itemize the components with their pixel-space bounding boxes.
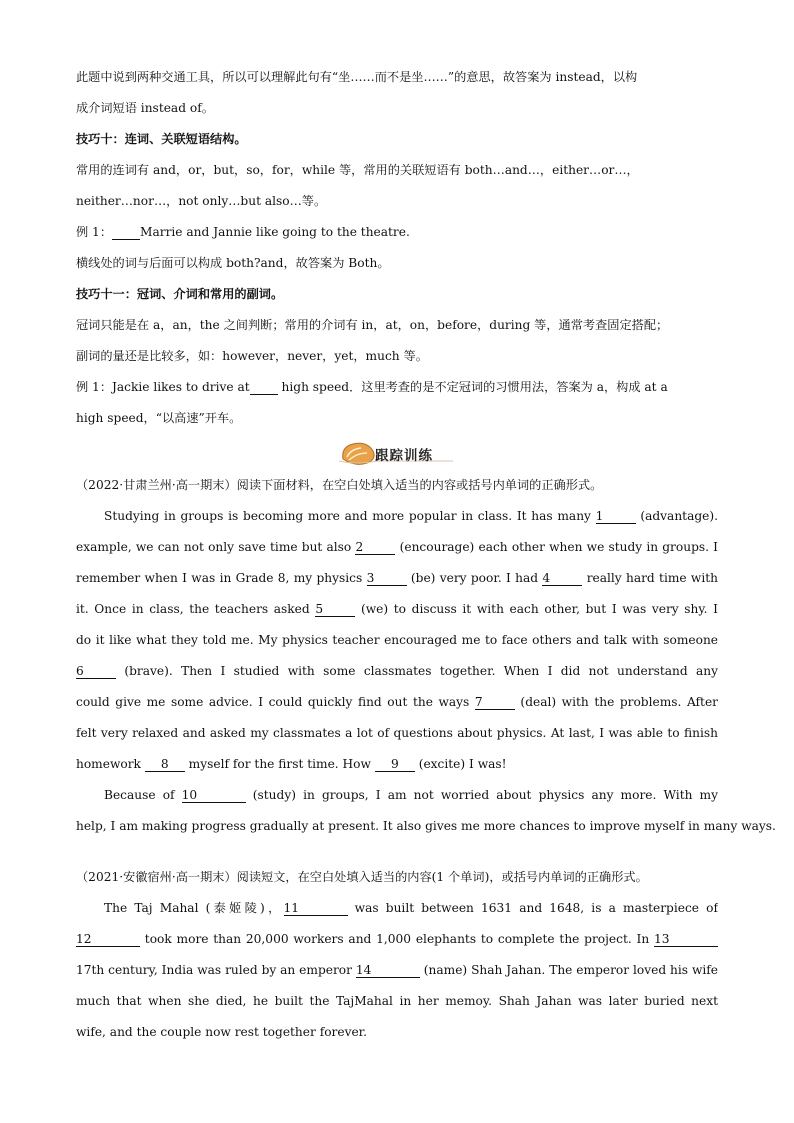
passage-text: it. Once in class, the teachers asked xyxy=(76,602,316,616)
answer-blank[interactable]: 1 xyxy=(596,509,636,524)
banner-label: 跟踪训练 xyxy=(375,448,433,464)
passage-text: Studying in groups is becoming more and more popular in class. It has many xyxy=(104,509,596,523)
answer-blank[interactable]: 6 xyxy=(76,664,116,679)
answer-blank[interactable]: 4 xyxy=(542,571,582,586)
passage-text: felt very relaxed and asked my classmates a lot of questions about physics. At last, I was able to finish xyxy=(76,726,718,740)
passage-text: myself for the first time. How xyxy=(184,757,375,771)
passage-line xyxy=(76,749,718,780)
passage-text: (brave). Then I studied with some classmates together. When I did not understand any xyxy=(124,664,718,678)
passage-line xyxy=(76,1017,718,1048)
passage-line xyxy=(76,563,718,594)
passage-line xyxy=(76,532,718,563)
passage-1 xyxy=(76,501,776,842)
passage-line xyxy=(76,893,718,924)
blank xyxy=(250,380,278,395)
passage-text: took more than 20,000 workers and 1,000 elephants to complete the project. In xyxy=(140,932,654,946)
passage-2 xyxy=(76,893,718,1048)
passage-text: Because of xyxy=(104,788,182,802)
passage-text: (excite) I was! xyxy=(414,757,507,771)
passage-line xyxy=(76,986,718,1017)
passage-text: do it like what they told me. My physics teacher encouraged me to face others and talk with someone xyxy=(76,633,718,647)
tip10-example-prefix: 例 1： xyxy=(76,225,113,239)
passage-line xyxy=(76,955,718,986)
answer-blank[interactable]: 2 xyxy=(355,540,395,555)
answer-blank[interactable]: 7 xyxy=(475,695,515,710)
passage-text: (we) to discuss it with each other, but I was very shy. I xyxy=(360,602,718,616)
blank xyxy=(112,225,140,240)
passage-text: homework xyxy=(76,757,145,771)
passage1-source: （2022·甘肃兰州·高一期末）阅读下面材料，在空白处填入适当的内容或括号内单词的正确形式。 xyxy=(76,478,603,492)
tip11-title: 技巧十一：冠词、介词和常用的副词。 xyxy=(76,287,284,301)
tip10-explanation: 横线处的词与后面可以构成 both?and，故答案为 Both。 xyxy=(76,256,390,270)
passage-line xyxy=(76,780,718,811)
passage-text: example, we can not only save time but also xyxy=(76,540,356,554)
answer-blank[interactable]: 14 xyxy=(356,963,420,978)
tip10-title: 技巧十：连词、关联短语结构。 xyxy=(76,132,247,146)
answer-blank[interactable]: 8 xyxy=(145,757,185,772)
passage-text: much that when she died, he built the TajMahal in her memoy. Shah Jahan was later buried next xyxy=(76,994,718,1008)
passage-text: really hard time with xyxy=(582,571,718,585)
passage-line xyxy=(76,924,718,955)
tip10-desc-1: 常用的连词有 and，or，but，so，for，while 等，常用的关联短语有 both…and…，either…or…， xyxy=(76,163,639,177)
passage-text: help, I am making progress gradually at present. It also gives me more chances to improve myself in many ways. xyxy=(76,819,776,833)
answer-blank[interactable]: 3 xyxy=(367,571,407,586)
tip10-example xyxy=(76,217,718,248)
passage-text: (deal) with the problems. After xyxy=(520,695,718,709)
passage-line xyxy=(76,501,718,532)
passage-text: (encourage) each other when we study in groups. I xyxy=(399,540,718,554)
intro-line-2: 成介词短语 instead of。 xyxy=(76,101,214,115)
document-page xyxy=(76,62,776,1048)
section-banner xyxy=(76,436,718,470)
passage2-source: （2021·安徽宿州·高一期末）阅读短文，在空白处填入适当的内容(1 个单词)，或括号内单词的正确形式。 xyxy=(76,870,648,884)
answer-blank[interactable]: 11 xyxy=(284,901,348,916)
answer-blank[interactable]: 10 xyxy=(182,788,246,803)
tip11-desc-1: 冠词只能是在 a，an，the 之间判断；常用的介词有 in，at，on，before，during 等，通常考查固定搭配； xyxy=(76,318,669,332)
passage-text: 17th century, India was ruled by an emperor xyxy=(76,963,356,977)
tip11-desc-2: 副词的量还是比较多，如：however，never，yet，much 等。 xyxy=(76,349,428,363)
tip11-example-prefix: 例 1：Jackie likes to drive at xyxy=(76,380,250,394)
passage-text: The Taj Mahal (泰姬陵)， xyxy=(104,901,284,915)
passage-line xyxy=(76,687,718,718)
passage-text: (be) very poor. I had xyxy=(406,571,543,585)
answer-blank[interactable]: 13 xyxy=(654,932,718,947)
passage-text: wife, and the couple now rest together forever. xyxy=(76,1025,368,1039)
tip10-desc-2: neither…nor…，not only…but also…等。 xyxy=(76,194,327,208)
passage-text: (advantage). xyxy=(640,509,718,523)
tip11-example xyxy=(76,372,718,403)
tip11-example-line-2: high speed，“以高速”开车。 xyxy=(76,411,242,425)
intro-line-1: 此题中说到两种交通工具，所以可以理解此句有“坐……而不是坐……”的意思，故答案为 instead，以构 xyxy=(76,70,638,84)
passage-line xyxy=(76,625,718,656)
tip10-example-suffix: Marrie and Jannie like going to the theatre. xyxy=(140,225,410,239)
passage-text: could give me some advice. I could quickly find out the ways xyxy=(76,695,475,709)
tip11-example-suffix: high speed．这里考查的是不定冠词的习惯用法，答案为 a，构成 at a xyxy=(277,380,668,394)
answer-blank[interactable]: 9 xyxy=(375,757,415,772)
passage-text: (study) in groups, I am not worried about physics any more. With my xyxy=(252,788,718,802)
passage-text: was built between 1631 and 1648, is a masterpiece of xyxy=(354,901,718,915)
passage-line xyxy=(76,656,718,687)
passage-text: remember when I was in Grade 8, my physics xyxy=(76,571,367,585)
passage-line xyxy=(76,811,776,842)
answer-blank[interactable]: 5 xyxy=(315,602,355,617)
answer-blank[interactable]: 12 xyxy=(76,932,140,947)
passage-line xyxy=(76,594,718,625)
passage-text: (name) Shah Jahan. The emperor loved his wife xyxy=(423,963,718,977)
passage-line xyxy=(76,718,718,749)
